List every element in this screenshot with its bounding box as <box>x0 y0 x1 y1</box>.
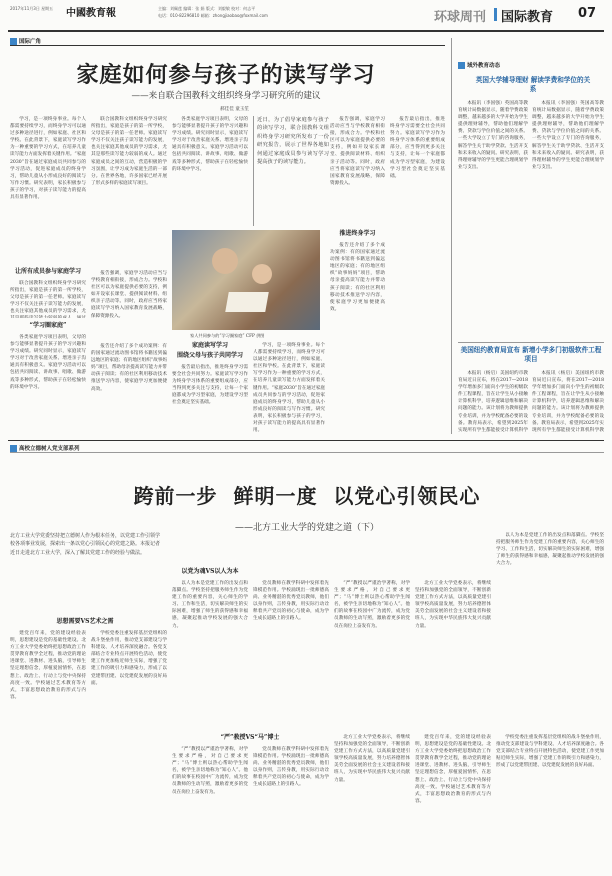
nyc-article-body-2 <box>532 370 604 434</box>
family-photo <box>172 230 320 330</box>
subhead-professors: “严”教授VS“马”博士 <box>220 734 280 741</box>
section-tag-label: 国际广角 <box>19 39 42 45</box>
article-column-8 <box>390 116 445 434</box>
column-1b-text: 联合国教科文组织终身学习研究所指出，家庭是孩子的第一所学校，父母是孩子的第一任老师。家庭读写学习不仅关注孩子读写能力的发展，也关注家庭其他成员的学习需求，尤 <box>10 281 86 315</box>
article-column-7b <box>330 242 385 434</box>
bottom-column-5-text: “严”教授以严谨治学著称，对学生要求严格，对自己要求更严；“马”博士则以热心帮助学生闻名，被学生亲切地称为“知心人”。他们的故事在校园中广为流传，成为党员教师的生动写照，激励着更多的党员在岗位上奋发有为。 <box>334 581 410 629</box>
column-5-text: 报告最后指出，推进终身学习需要全社会共同努力。家庭读写学习作为终身学习体系的重要组成部分，应当得到更多关注与支持，让每一个家庭都成为学习型家庭，为建设学习型社会奠定坚实基础。 <box>172 365 248 406</box>
uk-article-body-1 <box>458 100 528 340</box>
bottom-section-tag <box>10 444 80 452</box>
section-title: 环球周刊 <box>434 10 487 25</box>
bottom-tag-rule <box>10 452 604 453</box>
nyc-article-body-1 <box>458 370 528 434</box>
article-subtitle: ——来自联合国教科文组织终身学习研究所的建议 <box>131 91 321 101</box>
article-column-2b <box>91 270 167 340</box>
subhead-parent-child: 围绕父母与孩子共同学习 <box>176 352 243 359</box>
bottom-column-4 <box>253 580 329 730</box>
article-column-5 <box>172 364 248 434</box>
page-number: 07 <box>578 6 597 21</box>
bottom-column-11-text: 建党百年来，党的建设经验表明，思想建设是党的基础性建设。北方工业大学党委始终把思想政治工作贯穿教育教学全过程，推动党的理论进课堂、进教材、进头脑，引导师生坚定理想信念，厚植爱国情怀，在思想上、政治上、行动上与党中央保持高度一致。学校通过艺术教育等方式，丰富思想政治教育的形式与内容。 <box>415 735 491 804</box>
bottom-column-11 <box>415 734 491 868</box>
nyc-article-title: 美国纽约教育局宣布 新增小学多门初级软件工程项目 <box>460 346 602 363</box>
bottom-column-6-text: 北方工业大学党委表示，将继续坚持和加强党的全面领导，不断创新党建工作方式方法，以高质量党建引领学校高质量发展，努力培养德智体美劳全面发展的社会主义建设者和接班人，为实现中华民族伟大复兴贡献力量。 <box>415 581 491 629</box>
masthead <box>8 4 604 30</box>
subhead-thought: 思想需要VS艺术之需 <box>56 618 114 625</box>
pull-quote <box>253 116 329 226</box>
editor-credits: 主编：刘佩莲 编辑：张 娟 版式：刘毅敏 校对：何志平 <box>158 6 256 11</box>
bottom-intro-text: 北方工业大学党委坚持把立德树人作为根本任务，以党建工作引领学校各项事业发展，探索出一条以党心引领民心的党建之路。本报记者近日走进北方工业大学，深入了解其党建工作的经验与做法。 <box>10 533 161 556</box>
bottom-intro <box>10 532 160 612</box>
right-divider <box>458 342 604 343</box>
column-8-text: 报告最后指出，推进终身学习需要全社会共同努力。家庭读写学习作为终身学习体系的重要组成部分，应当得到更多关注与支持，让每一个家庭都成为学习型家庭，为建设学习型社会奠定坚实基础。 <box>390 117 445 179</box>
bottom-column-12 <box>496 734 604 868</box>
subhead-learning-circle: “学习圈家庭” <box>29 322 67 329</box>
uk-article-body-2-text: 本报讯（李国强）英国高等教育统计局数据显示，随着学费政策调整，越来越多的大学开始为学生提供理财辅导，帮助他们理解学费、贷款与学位价值之间的关系。一些大学设立了专门的咨询服务，解答学生关于助学贷款、生活开支和未来收入的疑问。研究表明，获得理财辅导的学生更能合理规划学业与支出。 <box>532 101 604 170</box>
article-column-6 <box>253 342 325 434</box>
photo-caption: 家人共同参与的“学习圈家庭” CFP 供图 <box>190 333 265 338</box>
column-4-text: 报告还介绍了多个成功案例：有的国家通过流动图书馆将书籍送到偏远地区的家庭；有的地区组织“故事妈妈”项目，帮助母亲提高读写能力并带动孩子阅读；有的社区利用移动技术推送学习内容，使家庭学习更加便捷高效。 <box>91 344 167 392</box>
right-tag-label: 域外教育动态 <box>467 63 501 69</box>
column-2b-text: 报告强调，家庭学习活动应当与学校教育相衔接，形成合力。学校和社区可以为家庭提供必要的支持，例如开设家长课堂、提供阅读材料、组织亲子活动等。同时，政府应当将家庭读写学习纳入国家教育发展战略，保障资源投入。 <box>91 271 167 319</box>
column-7-text: 报告强调，家庭学习活动应当与学校教育相衔接，形成合力。学校和社区可以为家庭提供必要的支持，例如开设家长课堂、提供阅读材料、组织亲子活动等。同时，政府应当将家庭读写学习纳入国家教育发展战略，保障资源投入。 <box>330 117 385 186</box>
section-divider <box>8 440 604 441</box>
bottom-column-7-text: 以人为本是党建工作的出发点和落脚点。学校坚持把服务师生作为党建工作的重要内容，关心师生的学习、工作和生活，切实解决师生的实际困难，增强了师生的获得感和幸福感，凝聚起推动学校发展的强大合力。 <box>496 533 604 567</box>
uk-article-title: 英国大学辅导理财 解读学费和学位的关系 <box>475 76 591 93</box>
photo-book-icon <box>225 292 269 312</box>
bottom-column-7 <box>496 532 604 730</box>
bottom-column-9-text: 党员教师在教学科研中发挥着先锋模范作用。学校涌现出一批师德高尚、业务精湛的优秀党员教师，他们以身作则，言传身教，用实际行动诠释着共产党员的初心与使命，成为学生成长道路上的引路人。 <box>253 747 329 788</box>
section-name: 国际教育 <box>501 10 554 25</box>
bottom-tag-label: 高校立德树人党支部系列 <box>19 446 80 452</box>
bottom-headline: 跨前一步 鲜明一度 以党心引领民心 <box>133 484 481 508</box>
article-column-1 <box>10 116 86 266</box>
bottom-column-8 <box>172 746 248 868</box>
column-1c-text: 各类家庭学习项目表明，父母的参与能够显著提升孩子的学习兴趣和学习成绩。研究同时显示，家庭读写学习对于改善家庭关系、增进亲子沟通具有积极意义。家庭学习活动可以包括共同阅读、讲故事、唱歌、做游戏等多种形式，帮助孩子在轻松愉快的环境中学习。 <box>10 335 86 390</box>
paper-name-logo: 中國教育報 <box>66 8 116 19</box>
photo-figure-child-icon <box>252 264 272 284</box>
bottom-column-3 <box>172 580 248 730</box>
right-section-tag <box>458 61 500 69</box>
bottom-column-5 <box>334 580 410 730</box>
bottom-column-8-text: “严”教授以严谨治学著称，对学生要求严格，对自己要求更严；“马”博士则以热心帮助学生闻名，被学生亲切地称为“知心人”。他们的故事在校园中广为流传，成为党员教师的生动写照，激励着更多的党员在岗位上奋发有为。 <box>172 747 248 795</box>
bottom-column-1-text: 建党百年来，党的建设经验表明，思想建设是党的基础性建设。北方工业大学党委始终把思想政治工作贯穿教育教学全过程，推动党的理论进课堂、进教材、进头脑，引导师生坚定理想信念，厚植爱国情怀，在思想上、政治上、行动上与党中央保持高度一致。学校通过艺术教育等方式，丰富思想政治教育的形式与内容。 <box>10 631 86 700</box>
bottom-column-9 <box>253 746 329 868</box>
bottom-tag-square-icon <box>10 445 17 452</box>
tag-square-icon <box>10 38 17 45</box>
right-column-rule <box>451 38 452 434</box>
top-left-rule <box>10 45 445 46</box>
contact-info: 电话：010-82296810 邮箱：zhongjiaobao@foxmail.com <box>158 13 268 18</box>
subhead-all-members: 让所有成员参与家庭学习 <box>14 268 81 275</box>
bottom-column-1 <box>10 630 86 868</box>
subhead-lifelong: 推进终身学习 <box>339 230 376 237</box>
bottom-column-6 <box>415 580 491 730</box>
uk-article-body-2 <box>532 100 604 340</box>
subhead-family-literacy: 家庭读写学习 <box>191 342 228 349</box>
right-tag-square-icon <box>458 62 465 69</box>
column-2-text: 联合国教科文组织终身学习研究所指出，家庭是孩子的第一所学校，父母是孩子的第一任老师。家庭读写学习不仅关注孩子读写能力的发展，也关注家庭其他成员的学习需求，尤其是那些读写能力较弱的成人。通过家庭成员之间的互动，营造积极的学习氛围，让学习成为家庭生活的一部分。在世界各地，许多国家已经开展了形式多样的家庭读写项目。 <box>91 117 167 186</box>
article-column-1b <box>10 280 86 318</box>
photo-figure-adult-icon <box>212 248 238 274</box>
column-1-text: 学习，是一项终身事业。每个人都需要持续学习，而终身学习可以通过多种途径进行，例如家庭、社区和学校。在此背景下，家庭读写学习作为一种重要的学习方式，在培养儿童读写能力方面发挥着关键作用。“家庭2030”旨在通过家庭成员共同参与的学习活动，促进家庭成员的终身学习，帮助儿童从小形成良好的阅读与写作习惯。研究表明，家长积极参与孩子的学习，对孩子读写能力的提高具有显著作用。 <box>10 117 86 201</box>
section-divider-icon <box>494 8 497 21</box>
bottom-column-4-text: 党员教师在教学科研中发挥着先锋模范作用。学校涌现出一批师德高尚、业务精湛的优秀党员教师，他们以身作则，言传身教，用实际行动诠释着共产党员的初心与使命，成为学生成长道路上的引路人。 <box>253 581 329 622</box>
column-7b-text: 报告还介绍了多个成功案例：有的国家通过流动图书馆将书籍送到偏远地区的家庭；有的地区组织“故事妈妈”项目，帮助母亲提高读写能力并带动孩子阅读；有的社区利用移动技术推送学习内容，使家庭学习更加便捷高效。 <box>330 243 385 312</box>
nyc-article-body-2-text: 本报讯（杨启）美国纽约市教育局近日宣布，将在2017—2018学年增加多门面向小学生的初级软件工程课程，旨在让学生从小接触计算机科学，培养逻辑思维和解决问题的能力。该计划将为教师提供专业培训，并为学校配备必要的设备。教育局表示，希望到2025年实现所有学生都能接受计算机科学教 <box>532 371 604 433</box>
bottom-subtitle: ——北方工业大学的党建之道（下） <box>234 523 379 533</box>
masthead-rule <box>8 30 604 32</box>
bottom-column-12-text: 学校党委注重发挥基层党组织的战斗堡垒作用，推动党支部建设与学科建设、人才培养深度融合。各党支部结合专业特点开展特色活动，使党建工作更加贴近师生实际，增强了党建工作的吸引力和感染力，形成了以党建带团建、以党建促发展的良好局面。 <box>496 735 604 769</box>
article-headline: 家庭如何参与孩子的读写学习 <box>76 62 376 88</box>
bottom-column-10 <box>334 734 410 868</box>
issue-date: 2017年11月3日 星期五 <box>10 6 54 11</box>
section-tag <box>10 37 41 45</box>
column-6-text: 学习，是一项终身事业。每个人都需要持续学习，而终身学习可以通过多种途径进行，例如家庭、社区和学校。在此背景下，家庭读写学习作为一种重要的学习方式，在培养儿童读写能力方面发挥着关键作用。“家庭2030”旨在通过家庭成员共同参与的学习活动，促进家庭成员的终身学习，帮助儿童从小形成良好的阅读与写作习惯。研究表明，家长积极参与孩子的学习，对孩子读写能力的提高具有显著作用。 <box>253 343 325 434</box>
subhead-party-soul: 以党为魂VS以人为本 <box>181 568 239 575</box>
nyc-article-body-1-text: 本报讯（杨启）美国纽约市教育局近日宣布，将在2017—2018学年增加多门面向小学生的初级软件工程课程，旨在让学生从小接触计算机科学，培养逻辑思维和解决问题的能力。该计划将为教师提供专业培训，并为学校配备必要的设备。教育局表示，希望到2025年实现所有学生都能接受计算机科学 <box>458 371 528 433</box>
bottom-column-10-text: 北方工业大学党委表示，将继续坚持和加强党的全面领导，不断创新党建工作方式方法，以高质量党建引领学校高质量发展，努力培养德智体美劳全面发展的社会主义建设者和接班人，为实现中华民族伟大复兴贡献力量。 <box>334 735 410 783</box>
article-column-7 <box>330 116 385 226</box>
bottom-column-2 <box>91 630 167 868</box>
article-column-1c <box>10 334 86 434</box>
bottom-column-3-text: 以人为本是党建工作的出发点和落脚点。学校坚持把服务师生作为党建工作的重要内容，关心师生的学习、工作和生活，切实解决师生的实际困难，增强了师生的获得感和幸福感，凝聚起推动学校发展的强大合力。 <box>172 581 248 629</box>
pull-quote-text: 近日，为了倡导家庭参与孩子的读写学习，联合国教科文组织终身学习研究所发布了一份研究报告，展示了世界各地如何通过家庭成员参与读写学习提高孩子的读写能力。 <box>257 117 329 166</box>
article-column-2 <box>91 116 167 266</box>
article-byline: 郝佳佳 童玉笙 <box>220 107 250 112</box>
uk-article-body-1-text: 本报讯（李国强）英国高等教育统计局数据显示，随着学费政策调整，越来越多的大学开始为学生提供理财辅导，帮助他们理解学费、贷款与学位价值之间的关系。一些大学设立了专门的咨询服务，解答学生关于助学贷款、生活开支和未来收入的疑问。研究表明，获得理财辅导的学生更能合理规划学业与支出。 <box>458 101 528 170</box>
bottom-column-2-text: 学校党委注重发挥基层党组织的战斗堡垒作用，推动党支部建设与学科建设、人才培养深度融合。各党支部结合专业特点开展特色活动，使党建工作更加贴近师生实际，增强了党建工作的吸引力和感染力，形成了以党建带团建、以党建促发展的良好局面。 <box>91 631 167 686</box>
article-column-4 <box>91 343 167 433</box>
column-3-text: 各类家庭学习项目表明，父母的参与能够显著提升孩子的学习兴趣和学习成绩。研究同时显示，家庭读写学习对于改善家庭关系、增进亲子沟通具有积极意义。家庭学习活动可以包括共同阅读、讲故事、唱歌、做游戏等多种形式，帮助孩子在轻松愉快的环境中学习。 <box>172 117 248 172</box>
